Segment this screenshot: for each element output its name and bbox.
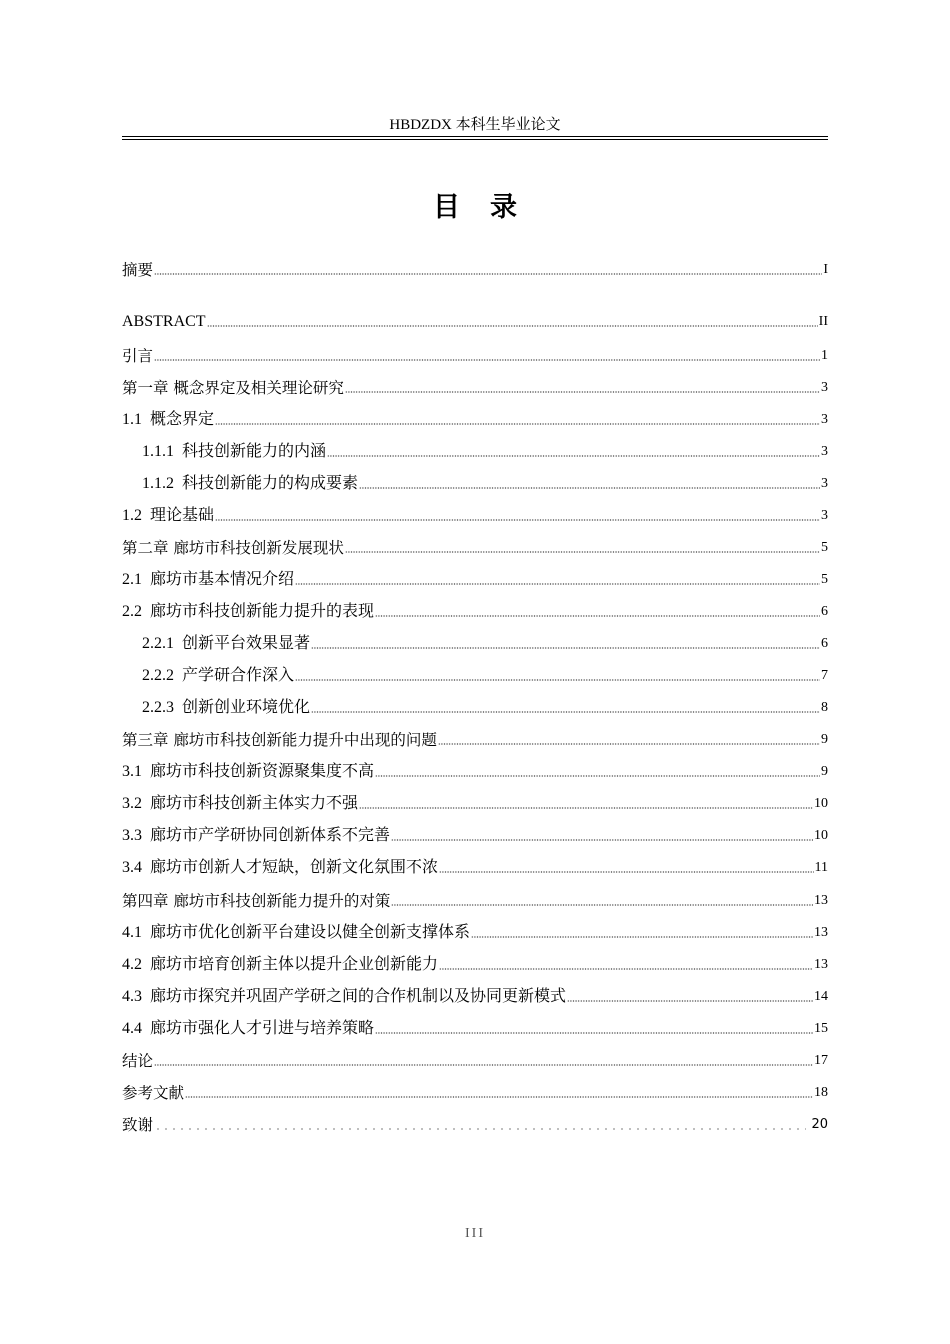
toc-entry-number: 4.3 [122,988,142,1005]
toc-entry-page: I [823,262,828,277]
toc-entry-page: 1 [821,348,828,363]
toc-entry-title: 第四章 廊坊市科技创新能力提升的对策 [122,892,391,910]
dot-leader [438,742,820,746]
toc-entry[interactable] [122,760,828,782]
toc-entry-title: 引言 [122,347,154,365]
toc-entry-page: 10 [814,828,828,843]
toc-entry-title: 廊坊市强化人才引进与培养策略 [150,1020,375,1037]
toc-entry-title: 产学研合作深入 [182,667,295,684]
toc-entry[interactable] [122,472,828,494]
toc-entry-number: 2.2.1 [142,635,174,652]
dot-leader [391,903,813,907]
toc-entry[interactable] [122,1049,828,1071]
toc-entry-title: 创新平台效果显著 [182,635,311,652]
toc-entry-page: 14 [814,989,828,1004]
toc-entry-page: 17 [814,1053,828,1068]
toc-entry[interactable] [122,985,828,1007]
toc-entry[interactable] [122,953,828,975]
toc-entry-page: II [818,314,828,329]
toc-entry[interactable] [122,792,828,814]
toc-entry-title: 廊坊市科技创新资源聚集度不高 [150,763,375,780]
dot-leader [391,838,813,842]
toc-entry[interactable] [122,504,828,526]
dot-leader [154,358,820,362]
toc-entry-number: 4.2 [122,956,142,973]
toc-entry-page: 6 [821,604,828,619]
dot-leader [215,422,820,426]
toc-entry-page: 20 [811,1117,828,1132]
toc-entry[interactable] [122,600,828,622]
toc-entry-page: 3 [821,508,828,523]
toc-entry-page: 3 [821,412,828,427]
toc-entry[interactable] [122,921,828,943]
toc-entry-number: 2.2.3 [142,699,174,716]
toc-entry-title: 廊坊市探究并巩固产学研之间的合作机制以及协同更新模式 [150,988,567,1005]
toc-entry[interactable] [122,889,828,911]
toc-entry[interactable] [122,664,828,686]
toc-entry-title: 廊坊市创新人才短缺，创新文化氛围不浓 [150,859,439,876]
dot-leader [154,272,822,276]
toc-entry-page: 9 [821,732,828,747]
toc-entry-title: 参考文献 [122,1084,185,1102]
dot-leader [439,870,814,874]
toc-entry[interactable] [122,1081,828,1103]
toc-entry[interactable] [122,728,828,750]
toc-entry[interactable] [122,536,828,558]
toc-entry[interactable] [122,408,828,430]
toc-entry-title: 致谢 [122,1116,154,1134]
dot-leader [327,454,820,458]
toc-entry-title: 概念界定 [150,411,215,428]
toc-entry-page: 13 [814,925,828,940]
toc-entry-number: 1.1.1 [142,443,174,460]
dot-leader [471,935,813,939]
toc-entry-page: 9 [821,764,828,779]
toc-entry-page: 18 [814,1085,828,1100]
page-number: III [465,1226,485,1241]
toc-entry[interactable] [122,310,828,332]
toc-entry-page: 15 [814,1021,828,1036]
toc-entry[interactable] [122,440,828,462]
toc-entry-title: 理论基础 [150,507,215,524]
toc-entry-title: 廊坊市科技创新主体实力不强 [150,795,359,812]
dot-leader [375,614,820,618]
dot-leader [154,1063,813,1067]
toc-entry-number: 3.3 [122,827,142,844]
toc-entry-title: 第一章 概念界定及相关理论研究 [122,379,344,397]
dot-leader [359,806,813,810]
toc-entry-page: 3 [821,380,828,395]
toc-entry-number: 1.1.2 [142,475,174,492]
toc-entry-title: 廊坊市优化创新平台建设以健全创新支撑体系 [150,924,471,941]
toc-entry-title: 结论 [122,1052,154,1070]
toc-title: 目录 [433,192,547,223]
toc-entry-page: 11 [814,860,828,875]
toc-entry-title: 廊坊市产学研协同创新体系不完善 [150,827,391,844]
toc-entry-page: 13 [814,893,828,908]
header-rule-thin [122,139,828,140]
toc-entry-page: 3 [821,476,828,491]
toc-entry-page: 8 [821,700,828,715]
toc-entry[interactable] [122,856,828,878]
toc-entry-page: 5 [821,540,828,555]
toc-entry-page: 3 [821,444,828,459]
dot-leader [439,967,813,971]
toc-entry[interactable] [122,632,828,654]
dot-leader [345,550,820,554]
toc-entry[interactable] [122,568,828,590]
toc-entry-title: 科技创新能力的构成要素 [182,475,359,492]
dot-leader [375,774,820,778]
toc-entry-title: 摘要 [122,261,154,279]
toc-entry-number: 3.4 [122,859,142,876]
toc-entry[interactable] [122,1017,828,1039]
running-header: HBDZDX 本科生毕业论文 [389,117,561,133]
dot-leader [359,486,820,490]
toc-entry[interactable] [122,696,828,718]
dot-leader [154,1127,806,1131]
toc-entry-page: 6 [821,636,828,651]
toc-entry-page: 5 [821,572,828,587]
toc-entry[interactable] [122,824,828,846]
toc-entry-title: 科技创新能力的内涵 [182,443,327,460]
toc-entry-number: 1.2 [122,507,142,524]
header-rule-thick [122,136,828,137]
toc-entry[interactable] [122,258,828,280]
toc-entry[interactable] [122,1113,828,1135]
toc-entry[interactable] [122,344,828,366]
dot-leader [295,678,820,682]
toc-entry-title: 第三章 廊坊市科技创新能力提升中出现的问题 [122,731,437,749]
toc-entry-page: 10 [814,796,828,811]
dot-leader [311,710,820,714]
toc-entry-number: 4.1 [122,924,142,941]
dot-leader [345,390,820,394]
toc-entry-title: 廊坊市培育创新主体以提升企业创新能力 [150,956,439,973]
toc-entry-number: 3.2 [122,795,142,812]
toc-entry-number: 2.1 [122,571,142,588]
toc-entry-page: 7 [821,668,828,683]
toc-entry-title: 廊坊市科技创新能力提升的表现 [150,603,375,620]
dot-leader [207,324,818,328]
dot-leader [567,999,813,1003]
dot-leader [375,1031,813,1035]
dot-leader [185,1095,813,1099]
toc-entry[interactable] [122,376,828,398]
toc-entry-page: 13 [814,957,828,972]
toc-entry-number: 4.4 [122,1020,142,1037]
toc-entry-number: 3.1 [122,763,142,780]
toc-entry-number: 2.2 [122,603,142,620]
toc-entry-title: ABSTRACT [122,313,206,330]
toc-entry-title: 廊坊市基本情况介绍 [150,571,295,588]
dot-leader [311,646,820,650]
dot-leader [215,518,820,522]
toc-entry-title: 第二章 廊坊市科技创新发展现状 [122,539,344,557]
dot-leader [295,582,820,586]
toc-entry-number: 1.1 [122,411,142,428]
toc-entry-title: 创新创业环境优化 [182,699,311,716]
toc-entry-number: 2.2.2 [142,667,174,684]
